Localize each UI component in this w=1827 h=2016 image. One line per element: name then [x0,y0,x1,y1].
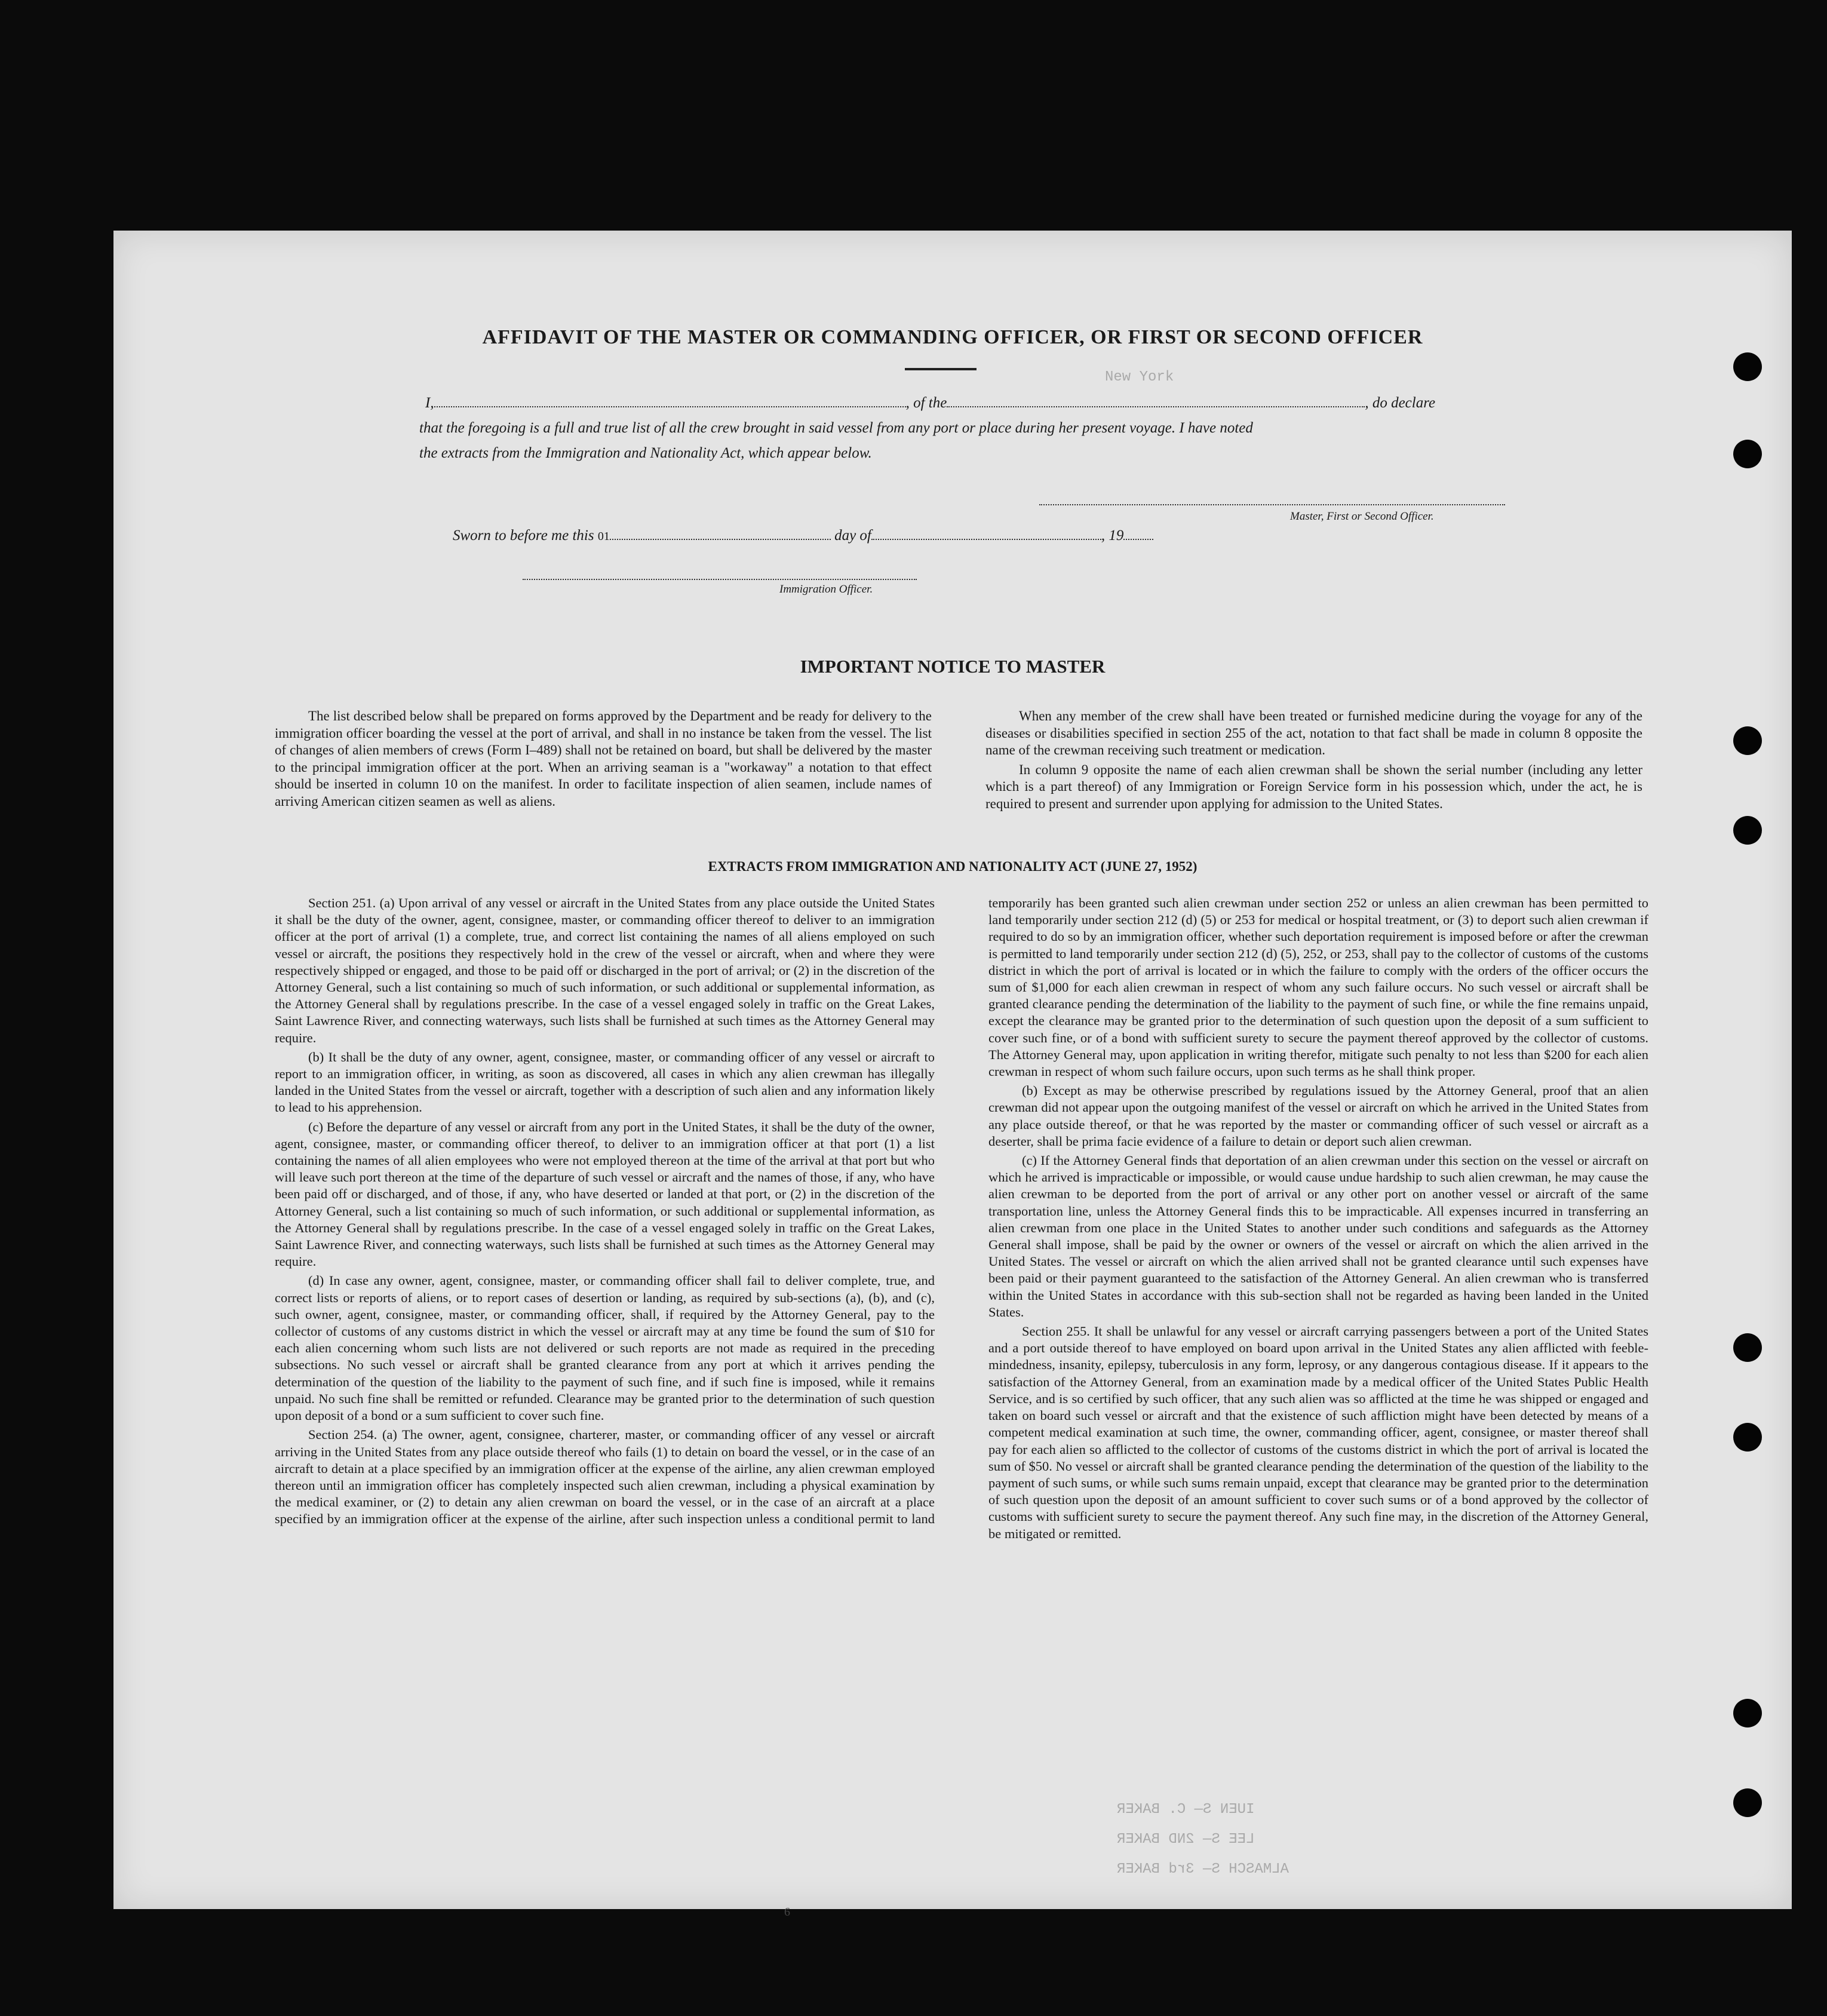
punch-hole [1733,1788,1762,1817]
master-signature-field[interactable] [1039,493,1505,505]
extract-paragraph: (b) It shall be the duty of any owner, agent, consignee, master, or commanding officer of any vessel or aircraft to report to an immigration officer, in writing, as soon as discovered, all cases in which any alien crewman has illegally landed in the United States from the vessel or aircraft, together with a description of such alien and any information likely to lead to his apprehension. [275,1049,935,1115]
punch-hole [1733,726,1762,755]
sworn-day-value[interactable]: 01 [597,530,610,543]
form-sheet [113,231,1792,1909]
notice-right-column [985,708,1642,812]
extract-paragraph: (d) In case any owner, agent, consignee, master, or commanding officer shall fail to deliver complete, true, and correct lists or reports of aliens, or to report cases of desertion or landing, as required by sub-sections (a), (b), and (c), such owner, agent, consignee, master, or commanding officer, shall, if required by the Attorney General, pay to the collector of customs of any customs district in which the vessel or aircraft may at any time be found the sum of $10 for each alien concerning whom such lists are not delivered or such reports are not made as required in the preceding subsections. No such vessel or aircraft shall be granted clearance from any port at which it arrives pending the determination of the question of the liability to the payment of such fine, and if such fine is imposed, while it remains unpaid. No such fine shall be remitted or refunded. Clearance may be granted prior to the determination of such question upon deposit of a bond or a sum sufficient to cover such fine. [275,1273,935,1423]
punch-hole [1733,440,1762,468]
declaration-line-2: the extracts from the Immigration and Nationality Act, which appear below. [419,445,872,461]
immigration-officer-label: Immigration Officer. [779,583,873,596]
extracts-title: EXTRACTS FROM IMMIGRATION AND NATIONALITY ACT (JUNE 27, 1952) [708,859,1197,874]
sworn-day-field[interactable] [610,528,831,540]
punch-hole [1733,1333,1762,1362]
vessel-name-field[interactable] [947,395,1365,407]
title-rule [905,368,977,370]
notice-left-text: The list described below shall be prepared on forms approved by the Department and be ready for delivery to the immigration officer boarding the vessel at the port of arrival, and shall in no instance be taken from the vessel. The list of changes of alien members of crews (Form I–489) shall not be retained on board, but shall be delivered by the master to the principal immigration officer at the port. When an arriving seaman is a "workaway" a notation to that effect should be inserted in column 10 on the manifest. In order to facilitate inspection of alien seamen, include names of arriving American citizen seamen as well as aliens. [275,708,932,809]
extract-paragraph: (b) Except as may be otherwise prescribed by regulations issued by the Attorney General, proof that an alien crewman did not appear upon the outgoing manifest of the vessel or aircraft on which he arrived in the United States from any place outside thereof, or that he was reported by the master or commanding officer of such vessel or aircraft as a deserter, shall be prima facie evidence of a failure to detain or deport such alien crewman. [988,1083,1648,1149]
declarant-line [425,391,1435,416]
year-prefix-label: , 19 [1101,527,1124,544]
declaration-line-1: that the foregoing is a full and true list of all the crew brought in said vessel from any port or place during her present voyage. I have noted [419,420,1253,436]
bleed-through-row: ALMASCH S— 3rd BAKER [1117,1861,1289,1877]
notice-right-text-1: When any member of the crew shall have been treated or furnished medicine during the voyage for any of the diseases or disabilities specified in section 255 of the act, notation to that fact shall be made in column 8 opposite the name of the crewman receiving such treatment or medication. [985,708,1642,757]
do-declare-label: , do declare [1365,395,1436,411]
bleed-through-row: IUEN S— C. BAKER [1117,1802,1255,1818]
punch-hole [1733,352,1762,381]
notice-title: IMPORTANT NOTICE TO MASTER [800,656,1106,677]
page-number: 6 [784,1905,790,1919]
master-label: Master, First or Second Officer. [1290,510,1434,523]
sworn-month-field[interactable] [871,528,1101,540]
day-of-label: day of [834,527,871,544]
immigration-officer-signature-field[interactable] [523,568,917,580]
bleed-through-top: New York [1105,369,1174,385]
i-label: I, [425,395,434,411]
extract-paragraph: (c) If the Attorney General finds that deportation of an alien crewman under this section on the vessel or aircraft on which he arrived is impracticable or impossible, or would cause undue hardship to such alien crewman, he may cause the alien crewman to be deported from the port of arrival or any other port on another vessel or aircraft of the same transportation line, unless the Attorney General finds this to be impracticable. All expenses incurred in transferring an alien crewman from one place in the United States to another under such conditions and safeguards as the Attorney General shall impose, shall be paid by the owner or owners of the vessel or aircraft on which the alien arrived in the United States. The vessel or aircraft on which the alien arrived shall not be granted clearance until such expenses have been paid or their payment guaranteed to the satisfaction of the Attorney General. An alien crewman who is transferred within the United States in accordance with this sub-section shall not be regarded as having been landed in the United States. [988,1153,1648,1320]
notice-right-text-2: In column 9 opposite the name of each alien crewman shall be shown the serial number (including any letter which is a part thereof) of any Immigration or Foreign Service form in his possession which, under the act, he is required to present and surrender upon applying for admission to the United States. [985,762,1642,811]
punch-hole [1733,1423,1762,1452]
extract-paragraph: Section 255. It shall be unlawful for any vessel or aircraft carrying passengers between a port of the United States and a port outside thereof to have employed on board upon arrival in the United States any alien afflicted with feeble-mindedness, insanity, epilepsy, tuberculosis in any form, leprosy, or any dangerous contagious disease. If it appears to the satisfaction of the Attorney General, from an examination made by a medical officer of the United States Public Health Service, and is so certified by such officer, that any such alien was so afflicted at the time he was shipped or engaged and taken on board such vessel or aircraft and that the existence of such affliction might have been detected by means of a competent medical examination at such time, the owner, commanding officer, agent, consignee, or master thereof shall pay for each alien so afflicted to the collector of customs of the customs district in which the port of arrival is located the sum of $50. No vessel or aircraft shall be granted clearance pending the determination of the question of the liability to the payment of such sums, or while such sums remain unpaid, except that clearance may be granted prior to the determination of such question upon the deposit of an amount sufficient to cover such sums or of a bond approved by the collector of customs with sufficient surety to secure the payment thereof. Any such fine may, in the discretion of the Attorney General, be mitigated or remitted. [988,1324,1648,1541]
notice-left-column [275,708,932,810]
bleed-through-row: LEE S— 2ND BAKER [1117,1831,1255,1848]
sworn-year-field[interactable] [1123,528,1153,540]
extract-paragraph: Section 251. (a) Upon arrival of any vessel or aircraft in the United States from any place outside the United States it shall be the duty of the owner, agent, consignee, master, or commanding officer thereof to deliver to an immigration officer at the port of arrival (1) a complete, true, and correct list containing the names of all aliens employed on such vessel or aircraft, the positions they respectively hold in the crew of the vessel or aircraft, when and where they were respectively shipped or engaged, and those to be paid off or discharged in the port of arrival; or (2) in the discretion of the Attorney General, such a list containing so much of such information, or such additional or supplemental information, as the Attorney General shall by regulations prescribe. In the case of a vessel engaged solely in traffic on the Great Lakes, Saint Lawrence River, and connecting waterways, such lists shall be furnished at such times as the Attorney General may require. [275,895,935,1045]
affidavit-title: AFFIDAVIT OF THE MASTER OR COMMANDING OFFICER, OR FIRST OR SECOND OFFICER [482,326,1423,348]
punch-hole [1733,816,1762,845]
declarant-name-field[interactable] [434,395,906,407]
sworn-line [453,523,1153,549]
extracts-body [275,895,1648,1542]
punch-hole [1733,1699,1762,1727]
sworn-label: Sworn to before me this [453,527,594,544]
of-the-label: , of the [905,395,947,411]
extract-paragraph: (c) Before the departure of any vessel or aircraft from any port in the United States, it shall be the duty of the owner, agent, consignee, master, or commanding officer thereof, to deliver to an immigration officer at that port (1) a list containing the names of all alien employees who were not employed thereon at the time of the arrival at that port but who will leave such port thereon at the time of the departure of such vessel or aircraft and the names of those, if any, who have been paid off or discharged, and of those, if any, who have deserted or landed at that port, or (2) in the discretion of the Attorney General, such a list containing so much of such information, or such additional or supplemental information, as the Attorney General shall by regulations prescribe. In the case of a vessel engaged solely in traffic on the Great Lakes, Saint Lawrence River, and connecting waterways, such lists shall be furnished at such times as the Attorney General may require. [275,1119,935,1269]
extract-paragraph: Section 254. (a) The owner, agent, consignee, charterer, master, or commanding officer of any vessel or aircraft arriving in the United States from any place outside thereof who fails (1) to detain on board the vessel, or in the case of an aircraft to detain at a place specified by an immigration officer at the expense of the airline, any alien crewman employed thereon until an immigration officer has completely inspected such alien crewman, including a physical examination by the medical examiner, or (2) to detain any alien crewman on board the vessel, or in the case of an aircraft at a place specified by an immigration officer at the expense of the airline, after such inspection unless a conditional permit to land temporarily has been granted such alien crewman under section 252 or unless an alien crewman has been permitted to land temporarily under section 212 (d) (5) or 253 for medical or hospital treatment, or (3) to deport such alien crewman if required to do so by an immigration officer, whether such deportation requirement is imposed before or after the crewman is permitted to land temporarily under section 212 (d) (5), 252, or 253, shall pay to the collector of customs of the customs district in which the port of arrival is located or in which the failure to comply with the orders of the officer occurs the sum of $1,000 for each alien crewman in respect of whom any such failure occurs. No such vessel or aircraft shall be granted clearance pending the determination of the liability to the payment of such fine, or while the fine remains unpaid, except the clearance may be granted prior to the determination of such question upon the deposit of a sum sufficient to cover such fine, or of a bond with sufficient surety to secure the payment thereof approved by the collector of customs. The Attorney General may, upon application in writing therefor, mitigate such penalty to not less than $200 for each alien crewman in respect of whom such failure occurs, upon such terms as he shall think proper. [275,895,1648,1527]
